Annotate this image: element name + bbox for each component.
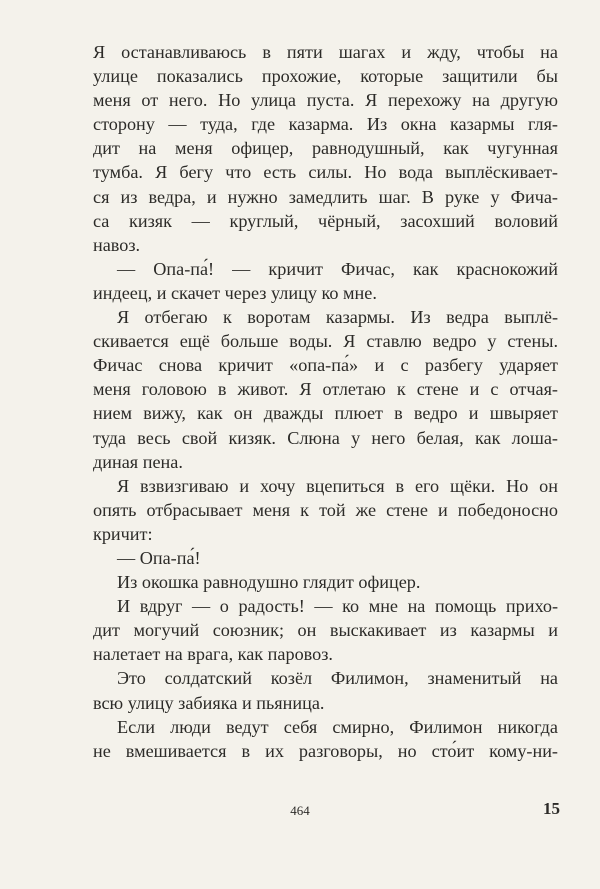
text-line: са кизяк — круглый, чёрный, засохший воловий	[93, 210, 558, 231]
text-line: не вмешивается в их разговоры, но сто́ит кому-ни-	[93, 740, 558, 761]
text-line: туда весь свой кизяк. Слюна у него белая, как лоша-	[93, 427, 558, 448]
text-line: Если люди ведут себя смирно, Филимон никогда	[117, 716, 558, 737]
text-line: Я отбегаю к воротам казармы. Из ведра выплё-	[117, 307, 558, 328]
text-line: — Опа-па́! — кричит Фичас, как краснокожий	[117, 258, 558, 279]
text-line: Я останавливаюсь в пяти шагах и жду, чтобы на	[93, 42, 558, 62]
text-line: индеец, и скачет через улицу ко мне.	[93, 282, 377, 303]
text-line: дит на меня офицер, равнодушный, как чугунная	[93, 138, 558, 159]
text-line: тумба. Я бегу что есть силы. Но вода выплёскивает-	[93, 162, 558, 183]
text-line: Я взвизгиваю и хочу вцепиться в его щёки. Но он	[117, 475, 558, 496]
text-line: налетает на врага, как паровоз.	[93, 644, 333, 665]
text-line: ся из ведра, и нужно замедлить шаг. В руке у Фича-	[93, 186, 558, 207]
text-line: И вдруг — о радость! — ко мне на помощь прихо-	[117, 596, 558, 617]
text-line: сторону — туда, где казарма. Из окна казармы гля-	[93, 114, 558, 135]
text-line: дит могучий союзник; он выскакивает из казармы и	[93, 620, 558, 641]
text-line: Это солдатский козёл Филимон, знаменитый на	[117, 668, 558, 689]
text-line: Из окошка равнодушно глядит офицер.	[117, 572, 421, 593]
text-line: кричит:	[93, 523, 153, 544]
text-line: всю улицу забияка и пьяница.	[93, 692, 325, 713]
text-line: улице показались прохожие, которые защитили бы	[93, 66, 558, 87]
text-line: скивается ещё больше воды. Я ставлю ведро у стены.	[93, 331, 558, 352]
text-line: опять отбрасывает меня к той же стене и победоносно	[93, 499, 558, 520]
signature-mark: 15	[543, 799, 560, 818]
text-line: меня головою в живот. Я отлетаю к стене и с отчая-	[93, 379, 558, 400]
page-number: 464	[290, 803, 310, 818]
body-text	[93, 40, 558, 763]
text-line: навоз.	[93, 234, 141, 255]
text-line: нием вижу, как он дважды плюет в ведро и швыряет	[93, 403, 558, 424]
text-line: — Опа-па́!	[117, 547, 201, 568]
text-line: Фичас снова кричит «опа-па́» и с разбегу ударяет	[93, 355, 558, 376]
text-line: диная пена.	[93, 451, 183, 472]
text-line: меня от него. Но улица пуста. Я перехожу на другую	[93, 90, 558, 111]
